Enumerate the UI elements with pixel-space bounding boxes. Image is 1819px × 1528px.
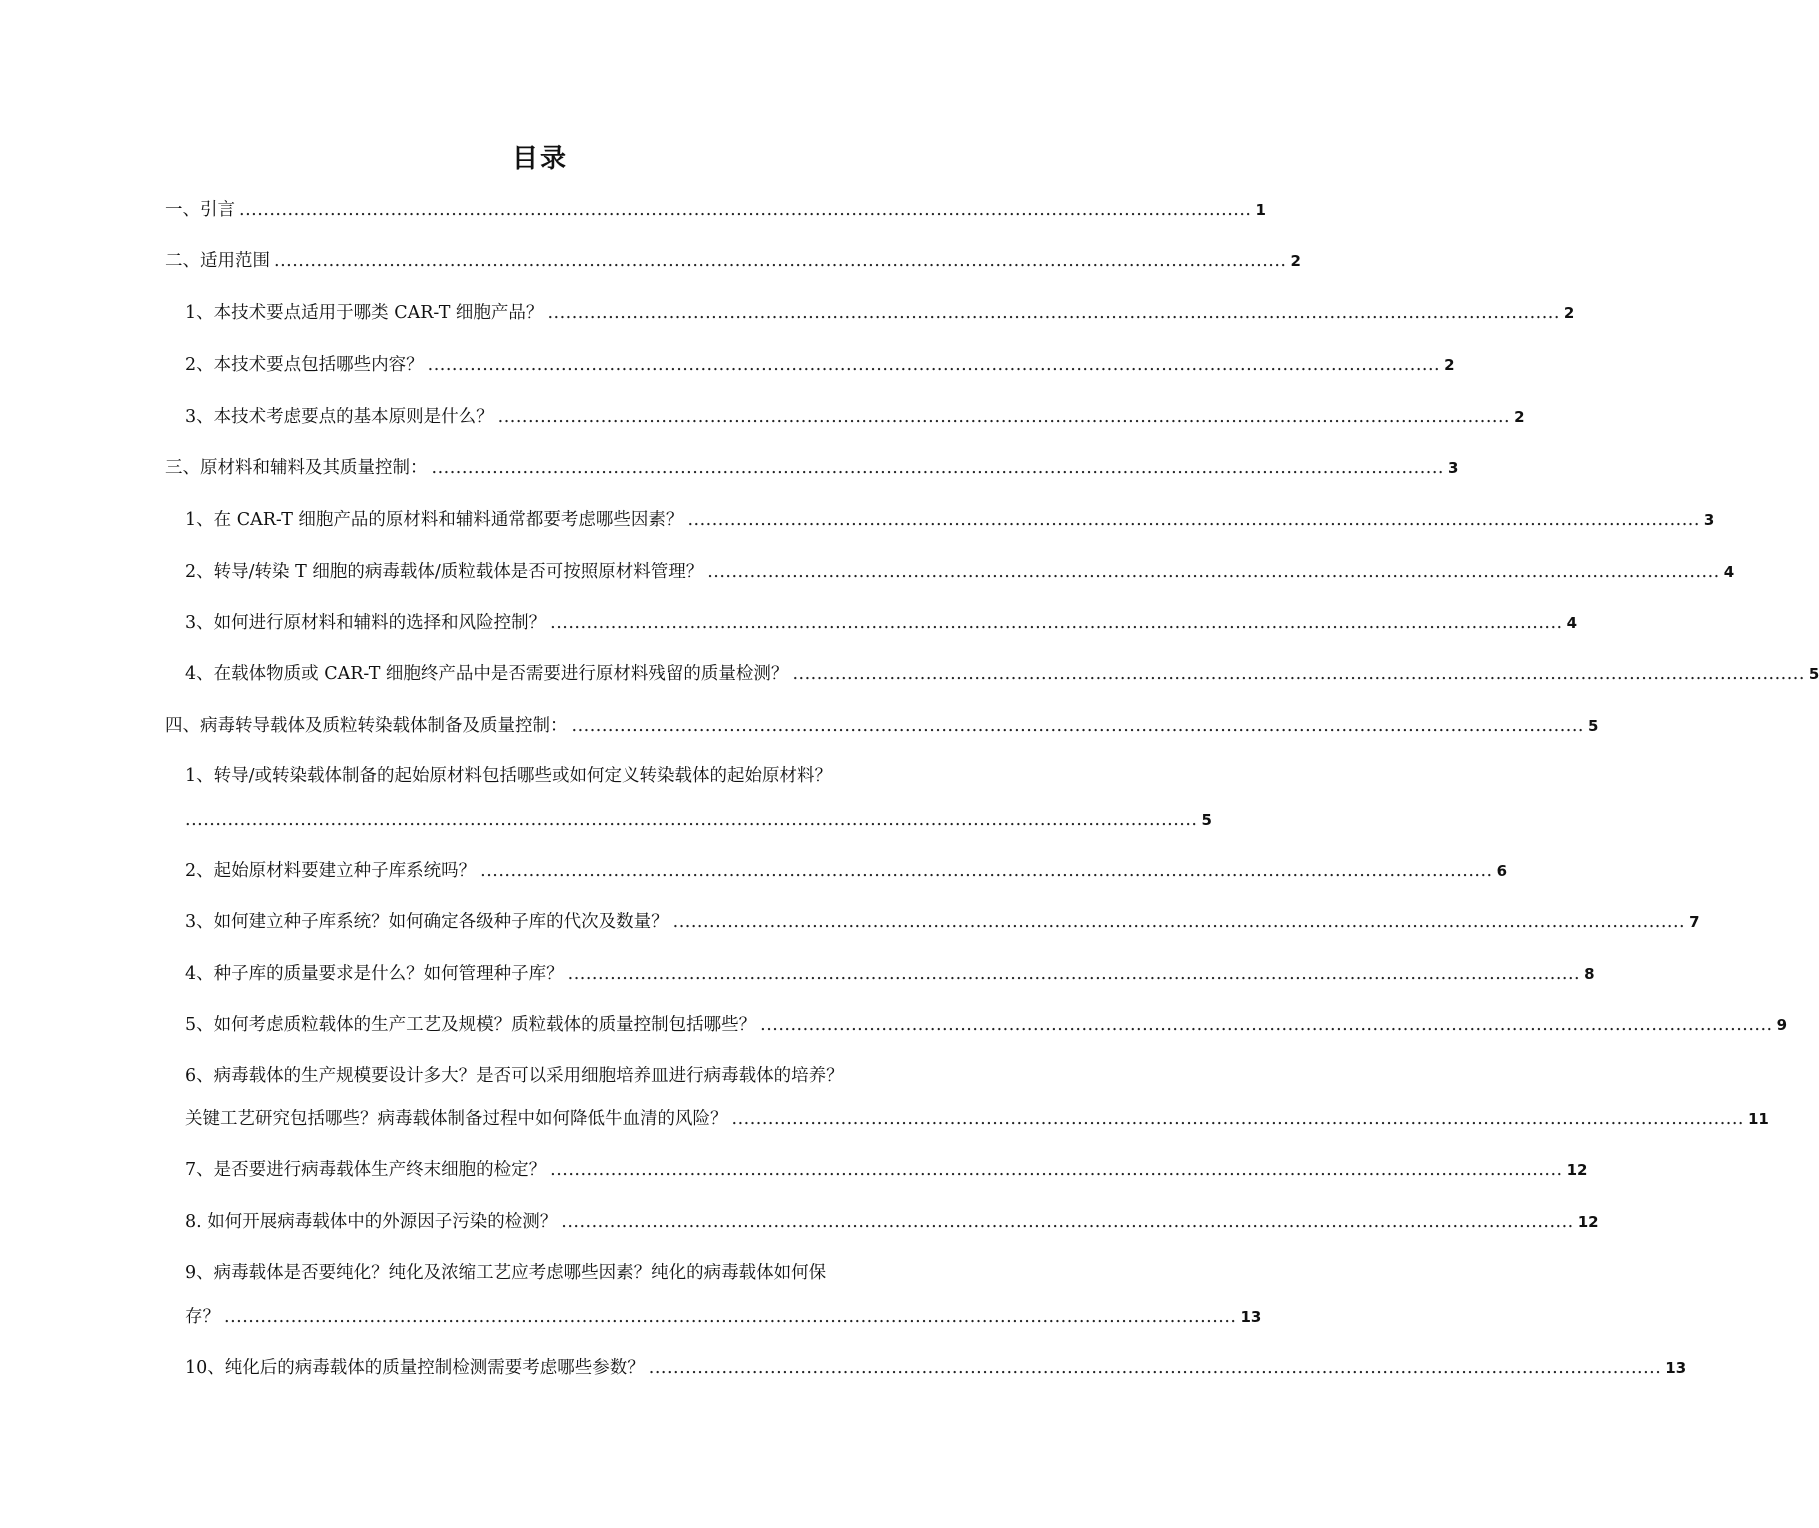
toc-entry-text: 8. 如何开展病毒载体中的外源因子污染的检测？ <box>185 1212 558 1232</box>
toc-entry-page: 5 <box>1808 665 1819 683</box>
toc-entry-page: 3 <box>1447 459 1459 477</box>
toc-entry-page: 7 <box>1689 913 1700 931</box>
dot-leader: ....................................................................................................................................................................... <box>547 303 1560 323</box>
toc-entry-text: 3、本技术考虑要点的基本原则是什么？ <box>185 407 494 427</box>
toc-entry[interactable] <box>185 1356 1687 1380</box>
toc-entry-page: 2 <box>1563 304 1575 322</box>
dot-leader: ....................................................................................................................................................................... <box>792 664 1805 684</box>
toc-entry[interactable] <box>185 611 1578 635</box>
toc-entry-text: 四、病毒转导载体及质粒转染载体制备及质量控制： <box>165 716 568 736</box>
toc-entry-text: 三、原材料和辅料及其质量控制： <box>165 458 428 478</box>
dot-leader: ....................................................................................................................................................................... <box>571 716 1584 736</box>
toc-entry[interactable] <box>185 353 1455 377</box>
dot-leader: ....................................................................................................................................................................... <box>707 562 1720 582</box>
dot-leader: ....................................................................................................................................................................... <box>687 510 1700 530</box>
toc-entry-page: 2 <box>1444 356 1455 374</box>
toc-entry[interactable] <box>185 1013 1788 1037</box>
toc-entry[interactable] <box>185 1158 1588 1182</box>
toc-entry-text: 3、如何进行原材料和辅料的选择和风险控制？ <box>185 613 547 633</box>
toc-entry-text: 2、转导/转染 T 细胞的病毒载体/质粒载体是否可按照原材料管理？ <box>185 562 704 582</box>
toc-entry[interactable] <box>165 249 1301 273</box>
toc-entry-page: 11 <box>1747 1110 1769 1128</box>
toc-entry[interactable] <box>185 910 1700 934</box>
toc-entry[interactable] <box>185 808 1212 832</box>
toc-entry[interactable] <box>185 1305 1262 1329</box>
dot-leader: ....................................................................................................................................................................... <box>648 1358 1662 1378</box>
toc-entry-page: 8 <box>1584 965 1595 983</box>
toc-entry[interactable] <box>165 714 1599 738</box>
toc-entry-text: 2、起始原材料要建立种子库系统吗？ <box>185 861 477 881</box>
dot-leader: ....................................................................................................................................................................... <box>731 1109 1744 1129</box>
toc-entry[interactable] <box>185 508 1715 532</box>
toc-entry-page: 6 <box>1496 862 1508 880</box>
dot-leader: ....................................................................................................................................................................... <box>431 458 1444 478</box>
toc-entry[interactable] <box>165 456 1459 480</box>
toc-entry-page: 1 <box>1255 201 1266 219</box>
toc-entry[interactable] <box>185 859 1508 883</box>
dot-leader: ....................................................................................................................................................................... <box>550 1160 1563 1180</box>
toc-entry-page: 9 <box>1776 1016 1788 1034</box>
toc-entry-page: 12 <box>1566 1161 1588 1179</box>
toc-entry-text: 1、本技术要点适用于哪类 CAR-T 细胞产品？ <box>185 303 544 323</box>
dot-leader: ....................................................................................................................................................................... <box>274 251 1287 271</box>
dot-leader: ....................................................................................................................................................................... <box>239 200 1252 220</box>
toc-entry-page: 2 <box>1290 252 1301 270</box>
toc-entry-page: 13 <box>1240 1308 1262 1326</box>
dot-leader: ....................................................................................................................................................................... <box>672 912 1686 932</box>
dot-leader: ....................................................................................................................................................................... <box>224 1307 1237 1327</box>
dot-leader: ....................................................................................................................................................................... <box>185 810 1198 830</box>
dot-leader: ....................................................................................................................................................................... <box>561 1212 1574 1232</box>
toc-entry[interactable] <box>185 962 1595 986</box>
toc-entry[interactable] <box>185 301 1575 325</box>
toc-entry-text: 2、本技术要点包括哪些内容？ <box>185 355 424 375</box>
toc-entry-text: 4、种子库的质量要求是什么？如何管理种子库？ <box>185 964 564 984</box>
toc-entry-text: 1、在 CAR-T 细胞产品的原材料和辅料通常都要考虑哪些因素？ <box>185 510 684 530</box>
toc-entry-page: 5 <box>1587 717 1599 735</box>
toc-entry-text: 3、如何建立种子库系统？如何确定各级种子库的代次及数量？ <box>185 912 669 932</box>
dot-leader: ....................................................................................................................................................................... <box>550 613 1563 633</box>
toc-entry-page: 4 <box>1723 563 1735 581</box>
toc-entry[interactable] <box>185 662 1819 686</box>
toc-entry[interactable] <box>185 560 1735 584</box>
toc-entry-text: 一、引言 <box>165 200 235 220</box>
toc-entry-text-line1[interactable]: 9、病毒载体是否要纯化？纯化及浓缩工艺应考虑哪些因素？纯化的病毒载体如何保 <box>185 1263 827 1283</box>
toc-entry-page: 13 <box>1665 1359 1687 1377</box>
toc-entry-page: 4 <box>1566 614 1578 632</box>
toc-entry-text: 存？ <box>185 1307 220 1327</box>
toc-entry-text-line1[interactable]: 1、转导/或转染载体制备的起始原材料包括哪些或如何定义转染载体的起始原材料？ <box>185 766 833 786</box>
toc-entry-page: 3 <box>1703 511 1715 529</box>
toc-entry[interactable] <box>165 198 1266 222</box>
toc-entry-page: 5 <box>1201 811 1212 829</box>
toc-entry-text: 7、是否要进行病毒载体生产终末细胞的检定？ <box>185 1160 547 1180</box>
toc-entry-text: 10、纯化后的病毒载体的质量控制检测需要考虑哪些参数？ <box>185 1358 645 1378</box>
toc-entry-text: 二、适用范围 <box>165 251 270 271</box>
toc-entry-page: 2 <box>1514 408 1525 426</box>
toc-entry[interactable] <box>185 1210 1599 1234</box>
toc-entry-page: 12 <box>1577 1213 1599 1231</box>
toc-entry[interactable] <box>185 1107 1769 1131</box>
dot-leader: ....................................................................................................................................................................... <box>427 355 1441 375</box>
toc-entry-text-line1[interactable]: 6、病毒载体的生产规模要设计多大？是否可以采用细胞培养皿进行病毒载体的培养？ <box>185 1066 844 1086</box>
dot-leader: ....................................................................................................................................................................... <box>497 407 1511 427</box>
toc-entry-text: 关键工艺研究包括哪些？病毒载体制备过程中如何降低牛血清的风险？ <box>185 1109 728 1129</box>
dot-leader: ....................................................................................................................................................................... <box>760 1015 1773 1035</box>
toc-entry-text: 5、如何考虑质粒载体的生产工艺及规模？质粒载体的质量控制包括哪些？ <box>185 1015 757 1035</box>
toc-title: 目录 <box>511 144 568 174</box>
toc-entry-text: 4、在载体物质或 CAR-T 细胞终产品中是否需要进行原材料残留的质量检测？ <box>185 664 789 684</box>
dot-leader: ....................................................................................................................................................................... <box>567 964 1581 984</box>
dot-leader: ....................................................................................................................................................................... <box>480 861 1493 881</box>
toc-entry[interactable] <box>185 405 1525 429</box>
